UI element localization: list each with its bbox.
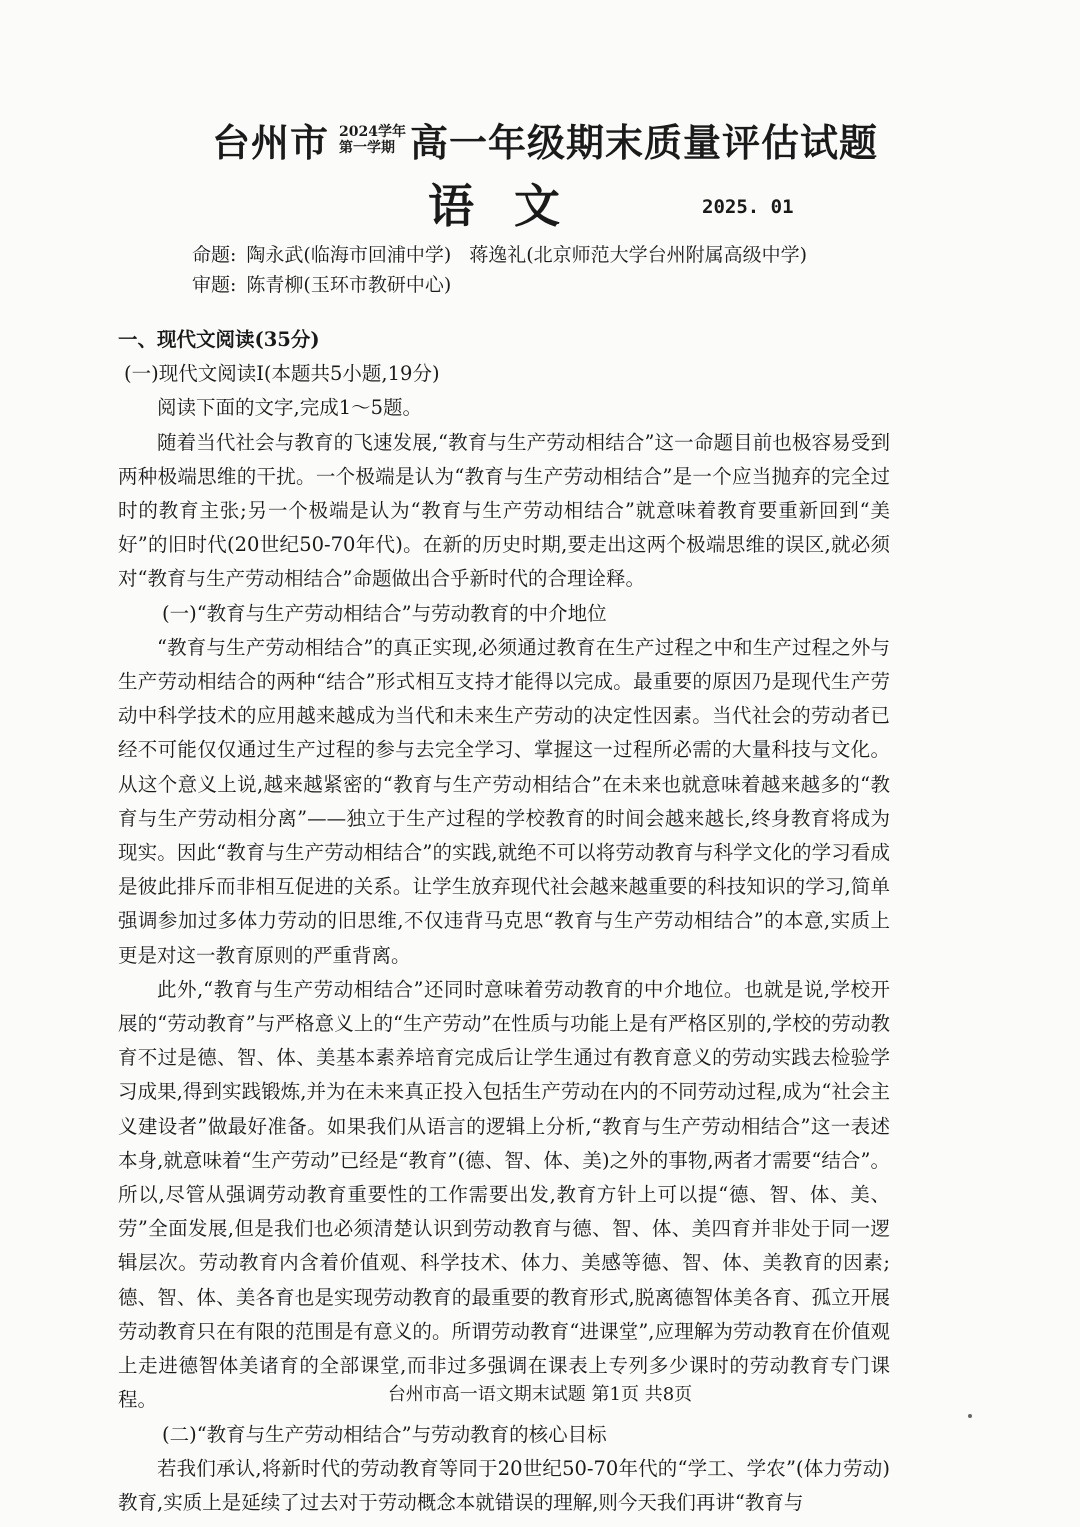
part-heading: (一)现代文阅读Ⅰ(本题共5小题,19分) [124,362,440,386]
term-year: 2024学年 [339,123,406,140]
subject-title: 语文 [428,179,600,233]
reviewer-credit [192,270,451,297]
paragraph: 若我们承认,将新时代的劳动教育等同于20世纪50-70年代的“学工、学农”(体力劳动)教育,实质上是延续了过去对于劳动概念本就错误的理解,则今天我们再讲“教育与 [118,1456,890,1514]
exam-date: 2025. 01 [702,196,794,218]
setter-name-1: 陶永武(临海市回浦中学) [246,244,452,266]
setter-label: 命题: [192,244,237,266]
instruction: 阅读下面的文字,完成1～5题。 [157,396,423,420]
exam-title [212,112,878,167]
paragraph: 随着当代社会与教育的飞速发展,“教育与生产劳动相结合”这一命题目前也极容易受到两种极端思维的干扰。一个极端是认为“教育与生产劳动相结合”是一个应当抛弃的完全过时的教育主张;另一个极端是认为“教育与生产劳动相结合”就意味着教育要重新回到“美好”的旧时代(20世纪50-70年代)。在新的历史时期,要走出这两个极端思维的误区,就必须对“教育与生产劳动相结合”命题做出合乎新时代的合理诠释。 [118,430,890,591]
title-city: 台州市 [212,120,330,165]
scan-speck [968,1414,972,1418]
subsection-heading: (一)“教育与生产劳动相结合”与劳动教育的中介地位 [162,601,607,625]
title-term [339,124,406,156]
subsection-heading: (二)“教育与生产劳动相结合”与劳动教育的核心目标 [162,1422,607,1446]
reviewer-label: 审题: [192,274,237,296]
paragraph: “教育与生产劳动相结合”的真正实现,必须通过教育在生产过程之中和生产过程之外与生产劳动相结合的两种“结合”形式相互支持才能得以完成。最重要的原因乃是现代生产劳动中科学技术的应用越来越成为当代和未来生产劳动的决定性因素。当代社会的劳动者已经不可能仅仅通过生产过程的参与去完全学习、掌握这一过程所必需的大量科技与文化。从这个意义上说,越来越紧密的“教育与生产劳动相结合”在未来也就意味着越来越多的“教育与生产劳动相分离”——独立于生产过程的学校教育的时间会越来越长,终身教育将成为现实。因此“教育与生产劳动相结合”的实践,就绝不可以将劳动教育与科学文化的学习看成是彼此排斥而非相互促进的关系。让学生放弃现代社会越来越重要的科技知识的学习,简单强调参加过多体力劳动的旧思维,不仅违背马克思“教育与生产劳动相结合”的本意,实质上更是对这一教育原则的严重背离。 [118,635,890,967]
title-main: 高一年级期末质量评估试题 [409,120,878,165]
reading-passage [118,323,890,1520]
reviewer-name: 陈青柳(玉环市教研中心) [246,274,452,296]
term-semester: 第一学期 [339,139,396,156]
setter-name-2: 蒋逸礼(北京师范大学台州附属高级中学) [469,244,808,266]
section-heading: 一、现代文阅读(35分) [118,328,320,351]
setter-credit [192,240,807,267]
page-footer: 台州市高一语文期末试题 第1页 共8页 [387,1384,693,1405]
paragraph: 此外,“教育与生产劳动相结合”还同时意味着劳动教育的中介地位。也就是说,学校开展的“劳动教育”与严格意义上的“生产劳动”在性质与功能上是有严格区别的,学校的劳动教育不过是德、智、体、美基本素养培育完成后让学生通过有教育意义的劳动实践去检验学习成果,得到实践锻炼,并为在未来真正投入包括生产劳动在内的不同劳动过程,成为“社会主义建设者”做最好准备。如果我们从语言的逻辑上分析,“教育与生产劳动相结合”这一表述本身,就意味着“生产劳动”已经是“教育”(德、智、体、美)之外的事物,两者才需要“结合”。所以,尽管从强调劳动教育重要性的工作需要出发,教育方针上可以提“德、智、体、美、劳”全面发展,但是我们也必须清楚认识到劳动教育与德、智、体、美四育并非处于同一逻辑层次。劳动教育内含着价值观、科学技术、体力、美感等德、智、体、美教育的因素;德、智、体、美各育也是实现劳动教育的最重要的教育形式,脱离德智体美各育、孤立开展劳动教育只在有限的范围是有意义的。所谓劳动教育“进课堂”,应理解为劳动教育在价值观上走进德智体美诸育的全部课堂,而非过多强调在课表上专列多少课时的劳动教育专门课程。 [118,977,890,1412]
